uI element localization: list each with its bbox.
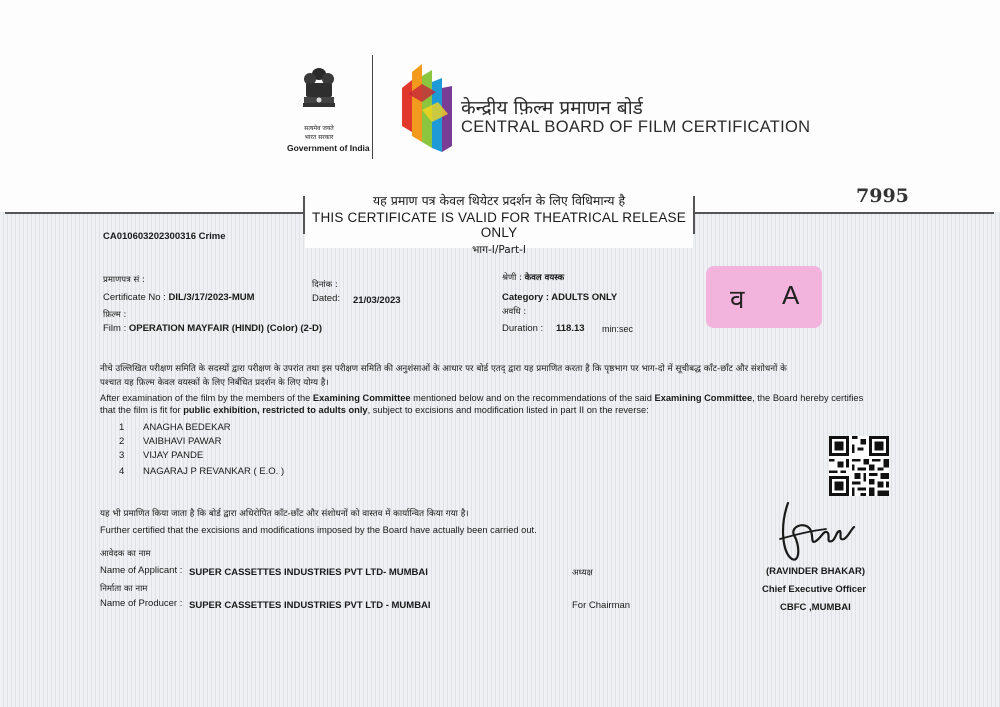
body-english-line-1: After examination of the film by the members of the Examining Committee mentioned below and on the recommendations of the said Examining Committee, the Board hereby certifies: [100, 393, 864, 403]
applicant-label: Name of Applicant :: [100, 565, 183, 576]
cbfc-logo-icon: [398, 62, 456, 154]
chair-label: For Chairman: [572, 600, 631, 611]
applicant-value: SUPER CASSETTES INDUSTRIES PVT LTD- MUMBAI: [189, 567, 428, 578]
gov-motto: सत्यमेव जयते: [304, 125, 334, 132]
committee-member: VAIBHAVI PAWAR: [143, 436, 222, 447]
duration-unit: min:sec: [602, 324, 634, 334]
signatory-name: (RAVINDER BHAKAR): [766, 566, 866, 577]
duration-label: Duration :: [502, 323, 544, 334]
cert-no-label-hindi: प्रमाणपत्र सं :: [103, 275, 145, 285]
date-label: Dated:: [312, 293, 340, 304]
chair-label-hindi: अध्यक्ष: [572, 568, 593, 578]
duration-value: 118.13: [556, 323, 585, 334]
gov-name: Government of India: [287, 143, 370, 153]
category-label-hindi: श्रेणी : केवल वयस्क: [502, 273, 565, 283]
validity-english: THIS CERTIFICATE IS VALID FOR THEATRICAL RELEASE ONLY: [312, 210, 686, 240]
banner-right-edge: [693, 196, 695, 234]
date-value: 21/03/2023: [353, 295, 401, 306]
body-hindi-line-2: पश्चात यह फ़िल्म केवल वयस्कों के लिए निर्बंधित प्रदर्शन के लिए योग्य है।: [100, 378, 329, 388]
board-name-hindi: केन्द्रीय फ़िल्म प्रमाणन बोर्ड: [461, 97, 643, 119]
rating-hindi: व: [730, 284, 745, 314]
signatory-title: Chief Executive Officer: [762, 584, 867, 595]
committee-member: VIJAY PANDE: [143, 450, 204, 461]
validity-hindi: यह प्रमाण पत्र केवल थियेटर प्रदर्शन के लिए विधिमान्य है: [372, 193, 626, 208]
committee-num: 3: [119, 450, 125, 461]
further-english: Further certified that the excisions and modifications imposed by the Board have actually been carried out.: [100, 525, 537, 535]
part-label: भाग-I/Part-I: [471, 244, 527, 256]
further-hindi: यह भी प्रमाणित किया जाता है कि बोर्ड द्वारा अधिरोपित काँट-छाँट और संशोधनों को वास्तव में कार्यान्वित किया गया है।: [100, 509, 469, 519]
committee-num: 4: [119, 466, 125, 477]
rating-badge: [706, 266, 822, 328]
producer-label: Name of Producer :: [100, 598, 183, 609]
signatory-office: CBFC ,MUMBAI: [780, 602, 851, 613]
ashoka-emblem-icon: [300, 66, 338, 126]
rule-right: [694, 212, 994, 214]
film-label-hindi: फ़िल्म :: [103, 310, 127, 320]
body-hindi-line-1: नीचे उल्लिखित परीक्षण समिति के सदस्यों द्वारा परीक्षण के उपरांत तथा इस परीक्षण समिति की अनुशंसाओं के आधार पर बोर्ड एतद् द्वारा यह प्रमाणित करता है कि पृष्ठभाग पर भाग-दो में सूचीबद्ध काँट-छाँट और संशोधनों के: [100, 364, 787, 374]
category-value: : ADULTS ONLY: [545, 292, 618, 303]
committee-num: 2: [119, 436, 125, 447]
reference-code: CA010603202300316 Crime: [103, 231, 226, 242]
header-divider: [372, 55, 373, 159]
category-value-hindi: केवल वयस्क: [524, 273, 565, 283]
cert-no-value: DIL/3/17/2023-MUM: [168, 292, 255, 303]
committee-member: ANAGHA BEDEKAR: [143, 422, 231, 433]
committee-member: NAGARAJ P REVANKAR ( E.O. ): [143, 466, 285, 477]
validity-banner: [305, 190, 693, 256]
gov-hindi-name: भारत सरकार: [304, 134, 334, 141]
category-label: Category: [502, 292, 544, 303]
certificate-serial: 7995: [856, 185, 909, 207]
film-value: OPERATION MAYFAIR (HINDI) (Color) (2-D): [128, 323, 323, 334]
committee-num: 1: [119, 422, 125, 433]
rating-english: A: [782, 280, 800, 310]
body-english-line-2: that the film is fit for public exhibition, restricted to adults only, subject to excisions and modification listed in part II on the reverse:: [100, 405, 649, 415]
producer-label-hindi: निर्माता का नाम: [100, 584, 148, 594]
film-row: Film : OPERATION MAYFAIR (HINDI) (Color) (2-D): [103, 323, 323, 334]
rule-left: [5, 212, 305, 214]
producer-value: SUPER CASSETTES INDUSTRIES PVT LTD - MUMBAI: [189, 600, 431, 611]
signature-icon: [770, 495, 866, 565]
qr-code-icon: [829, 436, 889, 496]
category-row: [502, 292, 617, 303]
duration-label-hindi: अवधि :: [502, 307, 527, 317]
applicant-label-hindi: आवेदक का नाम: [100, 549, 151, 559]
board-name-english: CENTRAL BOARD OF FILM CERTIFICATION: [461, 118, 811, 136]
cert-no-label: Certificate No : DIL/3/17/2023-MUM: [103, 292, 255, 303]
date-label-hindi: दिनांक :: [312, 280, 338, 290]
